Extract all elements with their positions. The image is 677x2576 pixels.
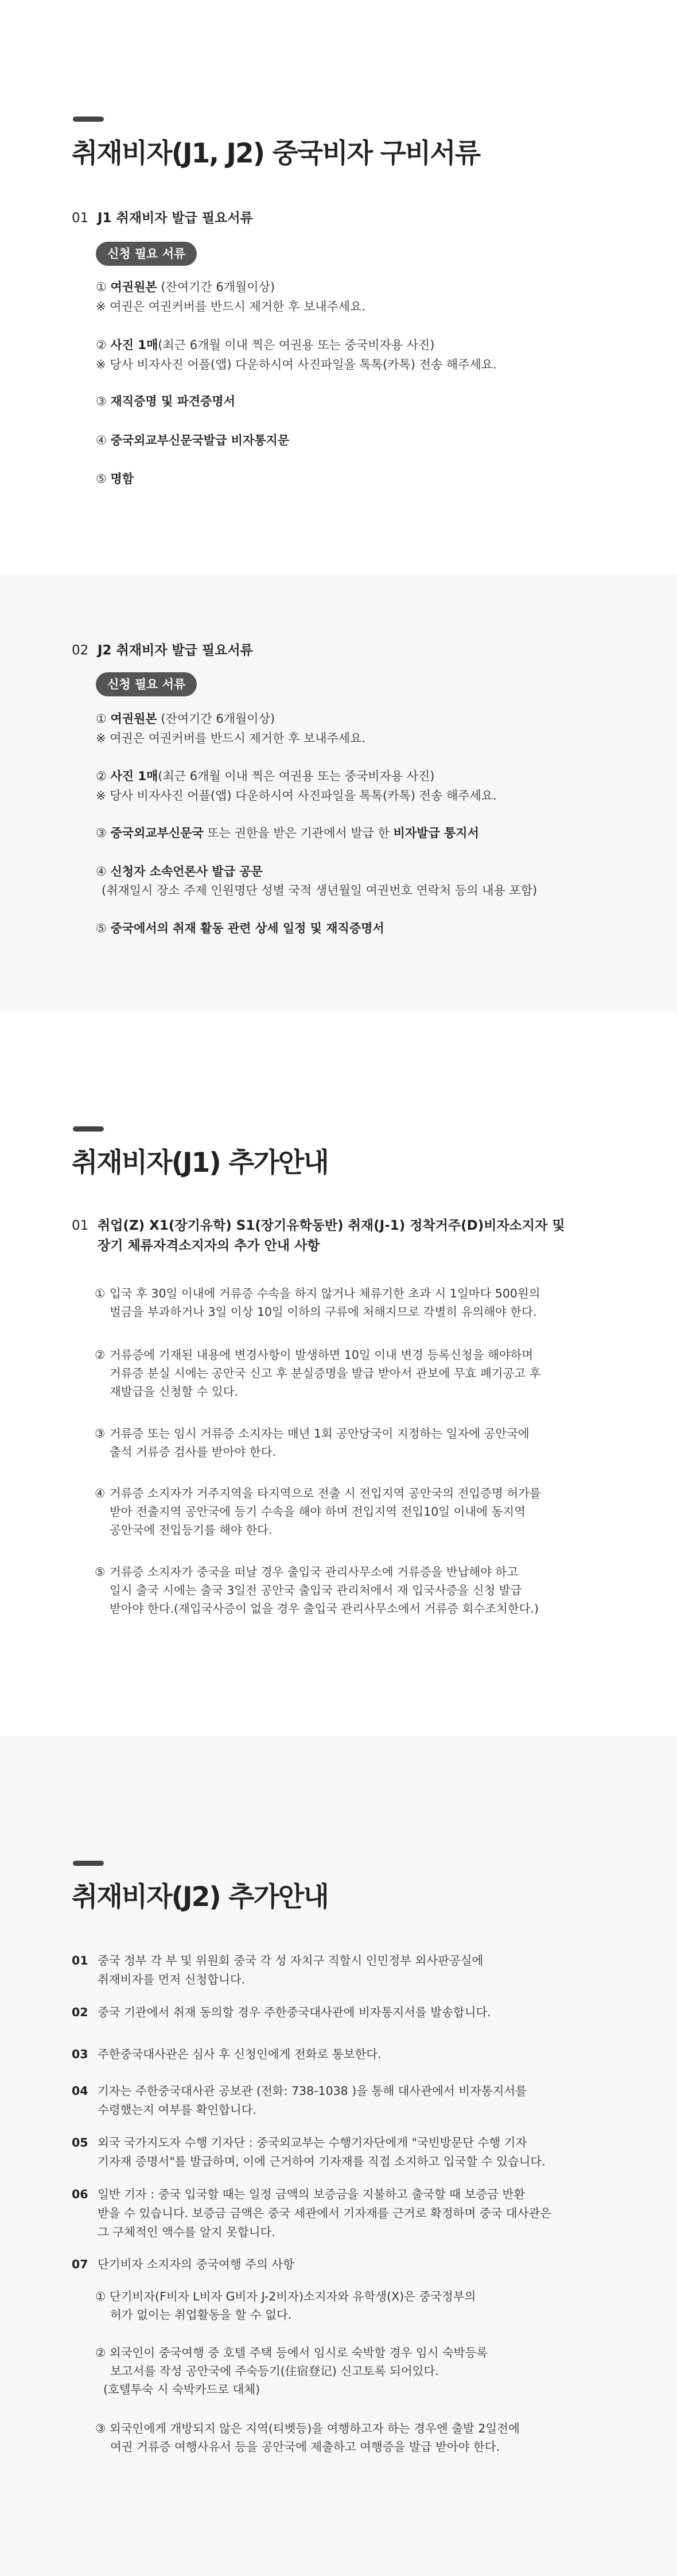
item-marker: ② — [96, 338, 107, 352]
doc-item-passport-note: ※ 여권은 여권커버를 반드시 제거한 후 보내주세요. — [96, 300, 366, 313]
doc-item-photo-note: ※ 당사 비자사진 어플(앱) 다운하시여 사진파일을 톡톡(카톡) 전송 해주세요. — [96, 789, 497, 803]
info-item — [72, 2255, 294, 2274]
info-item — [95, 1284, 540, 1321]
item-line: 허가 없이는 취업활동을 할 수 없다. — [110, 2308, 292, 2322]
item-number: 03 — [72, 2047, 88, 2061]
item-number: 07 — [72, 2257, 88, 2271]
info-item — [72, 1951, 483, 1989]
item-title: 사진 1매 — [110, 338, 158, 352]
item-title: 사진 1매 — [110, 769, 158, 783]
section-heading-line2: 장기 체류자격소지자의 추가 안내 사항 — [98, 1238, 320, 1253]
section-number: 01 — [72, 1218, 89, 1233]
item-marker: ③ — [95, 2422, 106, 2435]
j1-info-section — [0, 1012, 677, 1736]
title-bar — [73, 1861, 104, 1866]
info-item — [95, 1424, 530, 1461]
doc-item-passport — [96, 278, 275, 296]
item-line: 중국 기관에서 취재 동의할 경우 주한중국대사관에 비자통지서를 발송합니다. — [98, 2005, 491, 2019]
info-item — [95, 1346, 541, 1401]
item-number: 02 — [72, 2005, 88, 2019]
section-title: 취재비자(J2) 추가안내 — [72, 1881, 328, 1913]
item-line: 거류증 분실 시에는 공안국 신고 후 분실증명을 발급 받아서 관보에 무효 폐기공고 후 — [110, 1366, 541, 1380]
doc-item-visa-notice — [96, 431, 289, 450]
item-line: 거류증에 기재된 내용에 변경사항이 발생하면 10일 이내 변경 등록신청을 해야하며 — [110, 1348, 534, 1362]
item-title: 여권원본 — [110, 280, 157, 294]
item-line: 외국인에게 개방되지 않은 지역(티벳등)을 여행하고자 하는 경우엔 출발 2일전에 — [109, 2422, 520, 2435]
item-marker: ① — [95, 1287, 106, 1300]
item-line: 받아야 한다.(재입국사증이 없을 경우 출입국 관리사무소에서 거류증 회수조치한다.) — [110, 1602, 539, 1616]
item-line: 수령했는지 여부를 확인합니다. — [98, 2103, 256, 2117]
item-title: 중국외교부신문국 — [110, 826, 204, 840]
item-line: 취재비자를 먼저 신청합니다. — [98, 1973, 246, 1986]
item-line: 일시 출국 시에는 출국 3일전 공안국 출입국 관리처에서 재 입국사증을 신청 발급 — [110, 1583, 522, 1597]
sub-item — [95, 2419, 520, 2456]
item-marker: ① — [95, 2290, 106, 2303]
item-title: 중국외교부신문국발급 비자통지문 — [110, 433, 290, 447]
item-marker: ① — [96, 712, 107, 726]
doc-item-passport-note: ※ 여권은 여권커버를 반드시 제거한 후 보내주세요. — [96, 731, 366, 745]
item-line: 일반 기자 : 중국 입국할 때는 일정 금액의 보증금을 지불하고 출국할 때 보증금 반환 — [98, 2187, 526, 2201]
doc-item-business-card — [96, 470, 134, 488]
item-title: 재직증명 및 파견증명서 — [110, 394, 235, 408]
item-number: 05 — [72, 2136, 88, 2149]
required-docs-badge: 신청 필요 서류 — [96, 242, 197, 266]
item-line: (호텔투숙 시 숙박카드로 대체) — [103, 2383, 260, 2396]
item-line: 거류증 소지자가 거주지역을 타지역으로 전출 시 전입지역 공안국의 전입증명 허가를 — [110, 1486, 541, 1500]
item-title: 여권원본 — [110, 712, 157, 726]
item-marker: ③ — [96, 826, 107, 840]
section-heading-text: J1 취재비자 발급 필요서류 — [98, 211, 253, 226]
section-number: 01 — [72, 211, 89, 226]
item-title: 중국에서의 취재 활동 관련 상세 일정 및 재직증명서 — [110, 921, 384, 935]
section-title: 취재비자(J1) 추가안내 — [72, 1147, 328, 1179]
item-line: 주한중국대사관은 심사 후 신청인에게 전화로 통보한다. — [98, 2047, 382, 2061]
item-line: 그 구체적인 액수를 알지 못합니다. — [98, 2225, 275, 2239]
section-heading-j1 — [72, 207, 253, 226]
item-line: 기자재 증명서"를 발급하며, 이에 근거하여 기자재를 직접 소지하고 입국할 수 있습니다. — [98, 2155, 546, 2168]
item-marker: ④ — [95, 1486, 106, 1500]
j1-docs-section — [0, 0, 677, 574]
item-line: 출석 거류증 검사를 받아야 한다. — [110, 1445, 277, 1459]
required-docs-badge: 신청 필요 서류 — [96, 672, 197, 696]
info-item — [72, 2082, 527, 2120]
item-detail: (잔여기간 6개월이상) — [157, 712, 275, 726]
info-item — [95, 1484, 541, 1539]
item-detail: (잔여기간 6개월이상) — [157, 280, 275, 294]
item-line: 외국 국가지도자 수행 기자단 : 중국외교부는 수행기자단에게 "국빈방문단 수행 기자 — [98, 2136, 527, 2149]
item-line: 기자는 주한중국대사관 공보관 (전화: 738-1038 )을 통해 대사관에서 비자통지서를 — [98, 2084, 527, 2098]
j2-info-section — [0, 1736, 677, 2576]
doc-item-passport — [96, 710, 275, 728]
item-detail: (최근 6개월 이내 찍은 여권용 또는 중국비자용 사진) — [158, 338, 435, 352]
item-line: 입국 후 30일 이내에 거류증 수속을 하지 않거나 체류기한 초과 시 1일마다 500원의 — [110, 1287, 540, 1300]
item-line: 단기비자(F비자 L비자 G비자 J-2비자)소지자와 유학생(X)은 중국정부의 — [109, 2290, 476, 2303]
doc-item-press-letter — [96, 862, 263, 881]
sub-item — [95, 2343, 488, 2399]
j2-docs-section — [0, 574, 677, 1012]
item-marker: ③ — [96, 394, 107, 408]
item-line: 받아 전출지역 공안국에 등기 수속을 해야 하며 전입지역 전입10일 이내에 동지역 — [110, 1505, 526, 1519]
item-number: 01 — [72, 1954, 88, 1967]
item-line: 받을 수 있습니다. 보증금 금액은 중국 세관에서 기자재를 근거로 확정하며 중국 대사관은 — [98, 2206, 552, 2220]
item-marker: ② — [96, 769, 107, 783]
sub-item — [95, 2287, 476, 2324]
item-line: 단기비자 소지자의 중국여행 주의 사항 — [98, 2257, 294, 2271]
item-line: 중국 정부 각 부 및 위원회 중국 각 성 자치구 직할시 인민정부 외사판공실에 — [98, 1954, 484, 1967]
item-marker: ④ — [96, 865, 107, 878]
title-bar — [73, 1126, 104, 1132]
info-item — [72, 2185, 551, 2242]
item-marker: ② — [95, 1348, 106, 1362]
item-marker: ④ — [96, 433, 107, 447]
item-marker: ③ — [95, 1427, 106, 1440]
item-marker: ⑤ — [96, 472, 107, 486]
item-detail: 또는 권한을 받은 기관에서 발급 한 — [203, 826, 394, 840]
doc-item-visa-notice — [96, 824, 479, 842]
item-line: 여권 거류증 여행사유서 등을 공안국에 제출하고 여행증을 발급 받아야 한다. — [110, 2440, 500, 2454]
info-item — [72, 2133, 546, 2171]
item-marker: ⑤ — [96, 921, 107, 935]
item-line: 외국인이 중국여행 중 호텔 주택 등에서 임시로 숙박할 경우 임시 숙박등록 — [109, 2346, 488, 2360]
item-line: 보고서를 작성 공안국에 주숙등기(住宿登记) 신고토록 되어있다. — [110, 2364, 439, 2378]
doc-item-photo — [96, 767, 435, 785]
item-marker: ② — [95, 2346, 106, 2360]
item-title: 신청자 소속언론사 발급 공문 — [110, 865, 263, 878]
doc-item-photo-note: ※ 당사 비자사진 어플(앱) 다운하시여 사진파일을 톡톡(카톡) 전송 해주세요. — [96, 358, 497, 371]
section-heading-j2 — [72, 640, 253, 658]
item-title: 명함 — [110, 472, 134, 486]
item-line: 벌금을 부과하거나 3일 이상 10일 이하의 구류에 처해지므로 각별히 유의해야 한다. — [110, 1305, 537, 1319]
item-detail: (최근 6개월 이내 찍은 여권용 또는 중국비자용 사진) — [158, 769, 435, 783]
item-marker: ⑤ — [95, 1565, 106, 1579]
item-line: 거류증 또는 임시 거류증 소지자는 매년 1회 공안당국이 지정하는 일자에 공안국에 — [110, 1427, 530, 1440]
item-line: 재발급을 신청할 수 있다. — [110, 1385, 239, 1399]
item-line: 공안국에 전입등기를 해야 한다. — [110, 1523, 273, 1537]
item-title-2: 비자발급 통지서 — [393, 826, 479, 840]
doc-item-schedule — [96, 919, 384, 938]
item-line: 거류증 소지자가 중국을 떠날 경우 출입국 관리사무소에 거류증을 반납해야 하고 — [110, 1565, 519, 1579]
doc-item-employment — [96, 392, 235, 410]
page-title: 취재비자(J1, J2) 중국비자 구비서류 — [72, 138, 480, 169]
item-marker: ① — [96, 280, 107, 294]
doc-item-photo — [96, 336, 435, 354]
section-number: 02 — [72, 643, 89, 658]
section-heading-text: J2 취재비자 발급 필요서류 — [98, 643, 253, 658]
title-bar — [73, 117, 104, 122]
section-heading-line1: 취업(Z) X1(장기유학) S1(장기유학동반) 취재(J-1) 정착거주(D)비자소지자 및 — [98, 1218, 565, 1233]
section-heading-j1-info — [72, 1216, 565, 1256]
info-item — [72, 2003, 491, 2022]
item-number: 04 — [72, 2084, 88, 2098]
item-number: 06 — [72, 2187, 88, 2201]
info-item — [72, 2045, 382, 2064]
doc-item-press-letter-note: (취재일시 장소 주제 인원명단 성별 국적 생년월일 여권번호 연락처 등의 내용 포함) — [102, 884, 538, 897]
info-item — [95, 1563, 539, 1618]
